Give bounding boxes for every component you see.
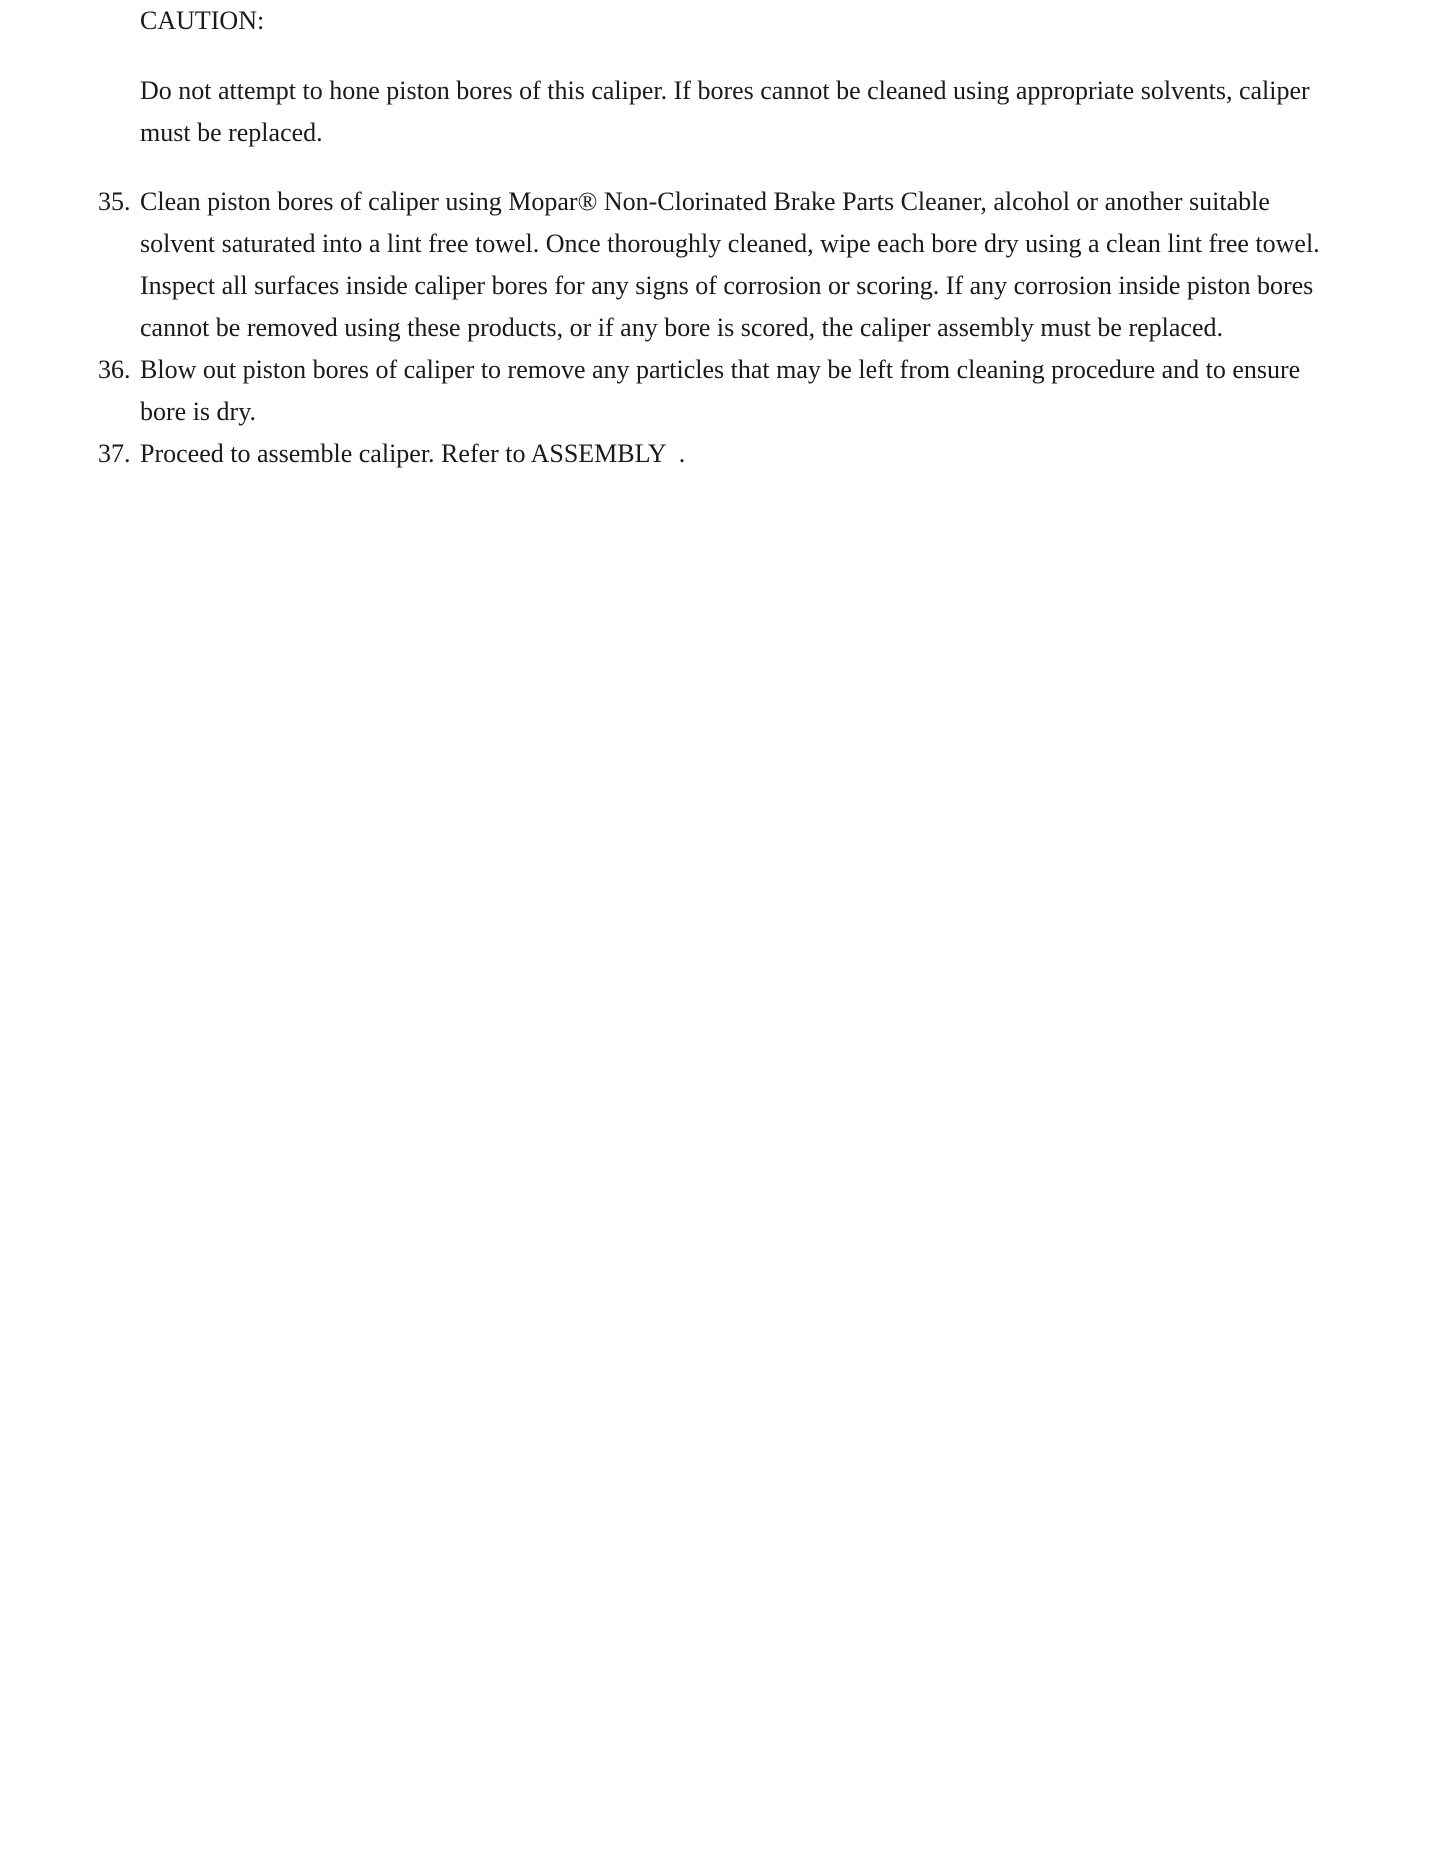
step-text: Clean piston bores of caliper using Mopar® Non-Clorinated Brake Parts Cleaner, alcohol or another suitable solvent saturated into a lint free towel. Once thoroughly cleaned, wipe each bore dry using a clean lint free towel. Inspect all surfaces inside caliper bores for any signs of corrosion or scoring. If any corrosion inside piston bores cannot be removed using these products, or if any bore is scored, the caliper assembly must be replaced. [140, 187, 1320, 342]
procedure-steps [0, 181, 1445, 475]
step-number: 36. [98, 355, 131, 384]
step-35 [0, 181, 1330, 349]
step-text: Blow out piston bores of caliper to remove any particles that may be left from cleaning procedure and to ensure bore is dry. [140, 355, 1301, 426]
step-text: Proceed to assemble caliper. Refer to [140, 439, 531, 468]
step-37 [0, 433, 1330, 475]
step-number: 35. [98, 187, 131, 216]
step-number: 37. [98, 439, 131, 468]
caution-text: Do not attempt to hone piston bores of this caliper. If bores cannot be cleaned using appropriate solvents, caliper must be replaced. [140, 76, 1310, 147]
caution-label: CAUTION: [140, 6, 265, 35]
assembly-link[interactable]: ASSEMBLY [530, 439, 666, 468]
step-36 [0, 349, 1330, 433]
step-text-suffix: . [665, 439, 686, 468]
